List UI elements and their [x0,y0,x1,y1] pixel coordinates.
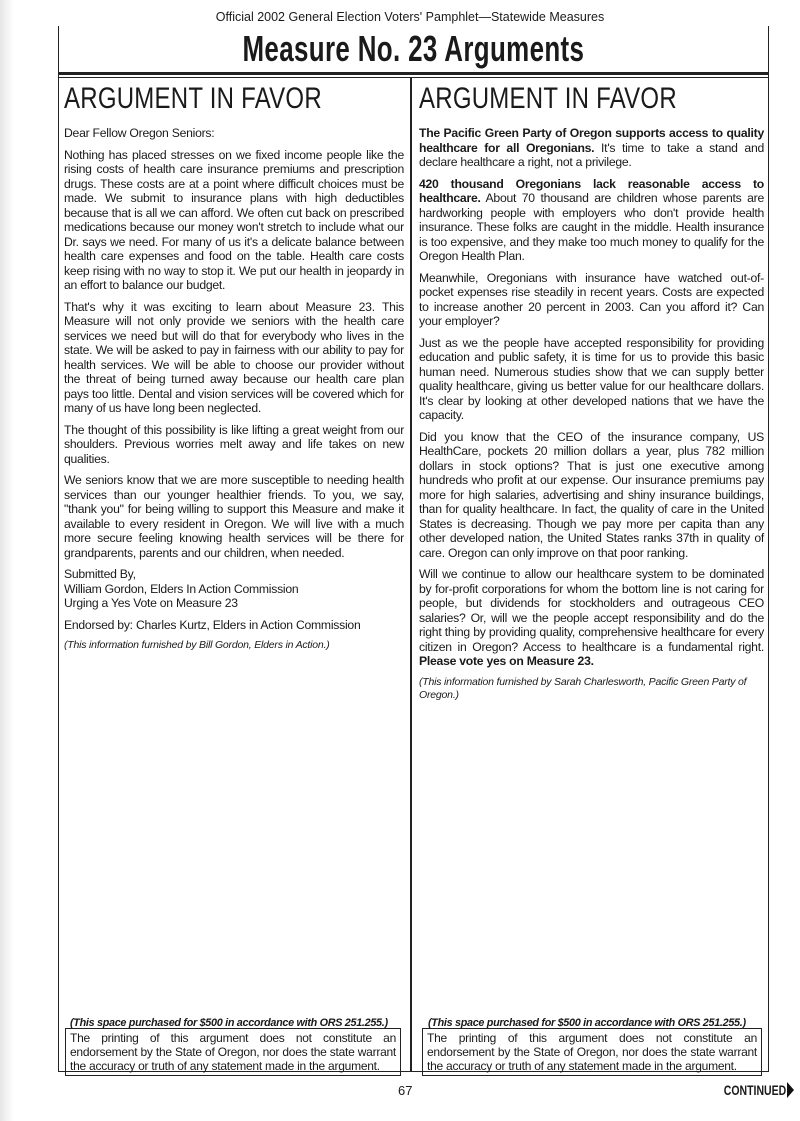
vote-yes-callout: Please vote yes on Measure 23. [419,654,594,668]
argument-right [419,82,764,709]
paragraph-text: Will we continue to allow our healthcare system to be dominated by for-profit corporations for whom the bottom line is not caring for people, but dividends for stockholders and outrageous CEO salaries? Or, will we the people accept responsibility and do the right thing by providing quality, comprehensive healthcare for every citizen in Oregon? Access to healthcare is a fundamental right. [419,567,764,654]
paragraph: Just as we the people have accepted responsibility for providing education and public safety, it is time for us to provide this basic human need. Numerous studies show that we can supply better quality healthcare, giving us better value for our healthcare dollars. It's clear by looking at other developed nations that we have the capacity. [419,335,764,422]
bold-lead: 420 thousand Oregonians lack reasonable access to healthcare. [419,176,764,205]
running-header: Official 2002 General Election Voters' Pamphlet—Statewide Measures [215,10,605,24]
paragraph-text: It's time to take a stand and declare healthcare a right, not a privilege. [419,140,765,169]
disclaimer-box-left: The printing of this argument does not constitute an endorsement by the State of Oregon, nor does the state warrant the accuracy or truth of any statement made in the argument. [65,1028,401,1076]
page-title [58,28,769,70]
page-number: 67 [398,1083,413,1098]
disclaimer-box-right: The printing of this argument does not constitute an endorsement by the State of Oregon, nor does the state warrant the accuracy or truth of any statement made in the argument. [422,1028,762,1076]
paragraph: The thought of this possibility is like lifting a great weight from our shoulders. Previous worries melt away and life takes on new qualities. [64,422,404,466]
paragraph: That's why it was exciting to learn about Measure 23. This Measure will not only provide we seniors with the health care services we need but will do that for everybody who lives in the state. We will be asked to pay in fairness with our ability to pay for health services. We will be able to choose our provider without the threat of being turned away because our health care plan pays too little. Dental and vision services will be covered which for many of us have long been neglected. [64,299,404,415]
paragraph-text: About 70 thousand are children whose parents are hardworking people with employers who don't provide health insurance. These folks are caught in the middle. Health insurance is too expensive, and they make too much money to qualify for the Oregon Health Plan. [419,191,764,263]
paragraph: Nothing has placed stresses on we fixed income people like the rising costs of health care insurance premiums and prescription drugs. These costs are at a point where difficult choices must be made. We submit to insurance plans with high deductibles because that is all we can afford. We often cut back on prescribed medications because our money won't stretch to include what our Dr. says we need. For many of us it's a delicate balance between health care expenses and food on the table. Health care costs keep rising with no way to stop it. We put our health in jeopardy in an effort to balance our budget. [64,147,404,292]
paragraph: Did you know that the CEO of the insurance company, US HealthCare, pockets 20 million dollars a year, plus 782 million dollars in stock options? That is just one executive among hundreds who profit at our expense. Our insurance premiums pay more for high salaries, advertising and shiny insurance buildings, than for quality healthcare. In fact, the quality of care in the United States is decreasing. Though we pay more per capita than any other developed nation, the United States ranks 37th in quality of care. Oregon can only improve on that poor ranking. [419,429,764,560]
argument-heading: ARGUMENT IN FAVOR [419,82,677,115]
page-title-text: Measure No. 23 Arguments [242,28,585,69]
argument-left [64,82,404,659]
title-rule-thin [58,77,769,78]
paragraph [419,126,764,170]
paragraph [419,567,764,669]
purchase-note-right: (This space purchased for $500 in accordance with ORS 251.255.) [428,1017,746,1029]
submitter-urging: Urging a Yes Vote on Measure 23 [64,596,238,610]
continued-label: CONTINUED [723,1082,787,1098]
column-divider [410,78,412,1072]
paragraph [419,177,764,264]
paragraph: We seniors know that we are more susceptible to needing health services than our younger healthier friends. To you, we say, "thank you" for being willing to support this Measure and make it available to every resident in Oregon. We will live with a much more secure feeling knowing health services will be there for grandparents, parents and our children, when needed. [64,473,404,560]
endorsement: Endorsed by: Charles Kurtz, Elders in Action Commission [64,617,361,632]
furnished-note: (This information furnished by Bill Gordon, Elders in Action.) [64,639,330,651]
bold-lead: The Pacific Green Party of Oregon supports access to quality healthcare for all Oregonians. [419,126,764,155]
purchase-note-left: (This space purchased for $500 in accordance with ORS 251.255.) [70,1017,388,1029]
submitter-name: William Gordon, Elders In Action Commission [64,581,299,596]
furnished-note: (This information furnished by Sarah Charlesworth, Pacific Green Party of Oregon.) [419,675,747,701]
scan-edge [0,0,14,1121]
continued-marker [703,1082,794,1098]
paragraph: Meanwhile, Oregonians with insurance have watched out-of-pocket expenses rise steadily in recent years. Costs are expected to increase another 20 percent in 2003. Can you afford it? Can your employer? [419,270,764,328]
right-arrow-icon [787,1082,794,1098]
title-rule-thick [58,72,769,75]
submitted-by: Submitted By, [64,567,136,581]
argument-heading: ARGUMENT IN FAVOR [64,82,322,115]
salutation: Dear Fellow Oregon Seniors: [64,126,215,140]
